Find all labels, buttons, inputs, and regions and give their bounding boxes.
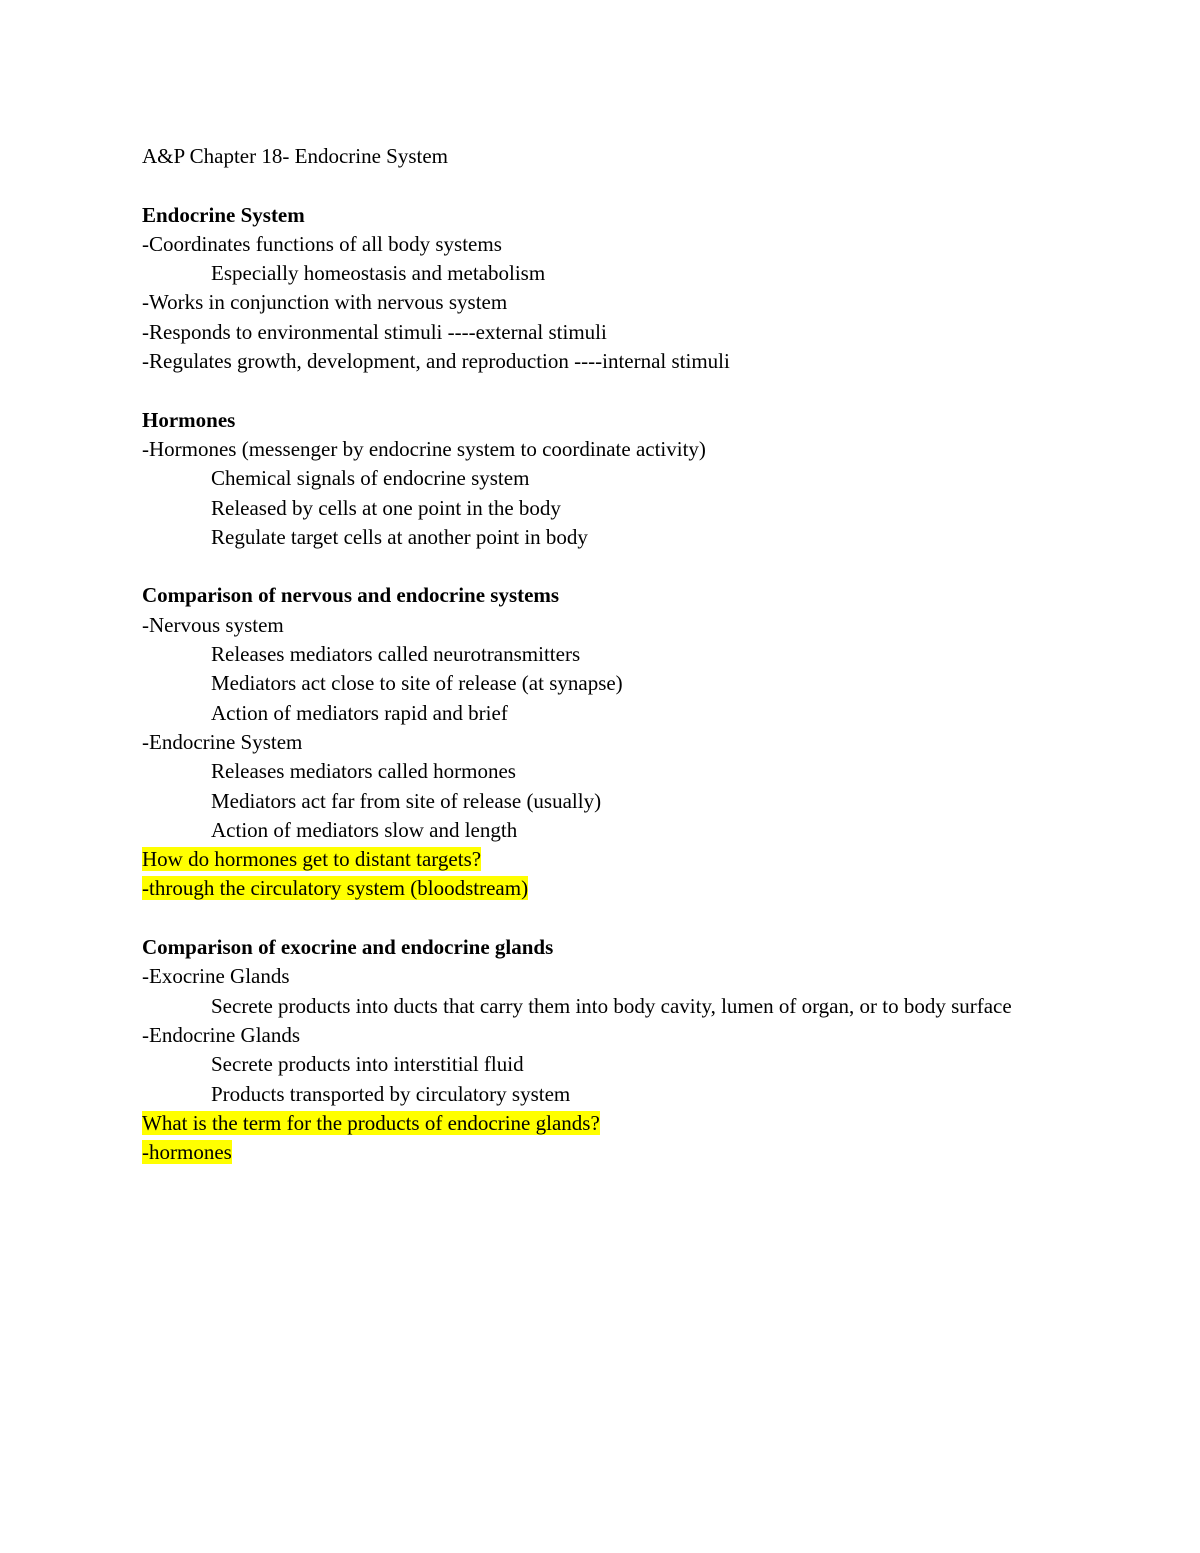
note-subline: Chemical signals of endocrine system [211,466,530,491]
blank-line [142,552,1062,581]
note-subline: Especially homeostasis and metabolism [211,261,546,286]
document-title: A&P Chapter 18- Endocrine System [142,144,449,168]
note-line: -Coordinates functions of all body systems [142,231,502,256]
note-subline: Mediators act far from site of release (usually) [211,788,602,813]
note-subline: Action of mediators slow and length [211,817,518,842]
blank-line [142,171,1062,200]
note-subline: Products transported by circulatory system [211,1081,571,1106]
note-line: -Nervous system [142,612,284,637]
note-line: -Works in conjunction with nervous system [142,290,508,315]
highlighted-question-line [142,1109,1062,1138]
section-heading-nervous-vs-endocrine: Comparison of nervous and endocrine systems [142,583,560,608]
note-subline: Releases mediators called hormones [211,759,516,784]
note-subline-wrapped: Secrete products into ducts that carry them into body cavity, lumen of organ, or to body surface [211,993,1012,1018]
highlighted-answer: -through the circulatory system (bloodstream) [142,876,529,901]
note-line: -Endocrine System [142,729,303,754]
section-heading-hormones: Hormones [142,407,236,432]
highlighted-answer-line [142,874,1062,903]
highlighted-question: How do hormones get to distant targets? [142,847,482,872]
section-heading-exocrine-vs-endocrine: Comparison of exocrine and endocrine glands [142,935,554,960]
note-subline: Secrete products into interstitial fluid [211,1052,524,1077]
note-subline: Mediators act close to site of release (at synapse) [211,671,623,696]
blank-line [142,904,1062,933]
note-line: -Hormones (messenger by endocrine system to coordinate activity) [142,436,706,461]
highlighted-question: What is the term for the products of endocrine glands? [142,1110,600,1135]
highlighted-answer: -hormones [142,1140,232,1165]
note-subline: Releases mediators called neurotransmitters [211,642,581,667]
note-subline: Released by cells at one point in the body [211,495,561,520]
note-line: -Regulates growth, development, and reproduction ----internal stimuli [142,349,730,374]
note-line: -Responds to environmental stimuli ----external stimuli [142,319,607,344]
document-body [142,142,1062,1167]
note-subline: Regulate target cells at another point in body [211,524,588,549]
section-heading-endocrine-system: Endocrine System [142,202,305,227]
note-line: -Endocrine Glands [142,1022,301,1047]
highlighted-answer-line [142,1138,1062,1167]
highlighted-question-line [142,845,1062,874]
blank-line [142,376,1062,405]
note-line: -Exocrine Glands [142,964,290,989]
note-subline: Action of mediators rapid and brief [211,700,508,725]
